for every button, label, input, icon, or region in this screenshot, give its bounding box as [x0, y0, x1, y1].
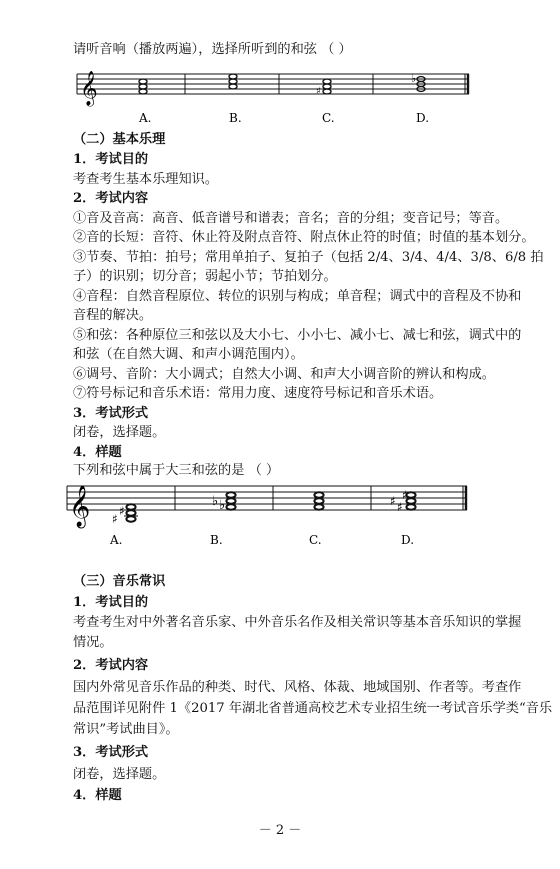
section3-paragraph-2a: 国内外常见音乐作品的种类、时代、风格、体裁、地域国别、作者等。考查作 — [73, 680, 522, 695]
section3-paragraph-1a: 考查考生对中外著名音乐家、中外音乐名作及相关常识等基本音乐知识的掌握 — [73, 615, 522, 630]
sharp-icon: ♯ — [402, 488, 408, 502]
section2-heading-2: 2．考试内容 — [73, 191, 149, 206]
q1-staff — [73, 64, 473, 134]
chord-b-note — [229, 74, 237, 79]
chord-b-note — [229, 84, 237, 89]
treble-clef-icon: 𝄞 — [69, 486, 91, 527]
q2-staff — [63, 478, 473, 550]
q2-option-d: D. — [401, 533, 415, 547]
section2-paragraph-1: 考查考生基本乐理知识。 — [73, 172, 219, 187]
sharp-icon: ♯ — [390, 494, 396, 508]
content-item: ⑦符号标记和音乐术语：常用力度、速度符号标记和音乐术语。 — [73, 386, 443, 401]
content-item: 子）的识别；切分音；弱起小节；节拍划分。 — [73, 269, 337, 284]
content-item: ④音程：自然音程原位、转位的识别与构成；单音程；调式中的音程及不协和 — [73, 289, 522, 304]
chord-b-note — [229, 79, 237, 84]
chord-c-note — [314, 498, 323, 503]
section2-heading-1: 1．考试目的 — [73, 152, 149, 167]
chord-a-note — [139, 89, 147, 94]
content-item: ③节奏、节拍：拍号；常用单拍子、复拍子（包括 2/4、3/4、4/4、3/8、6/8 拍 — [73, 250, 544, 265]
flat-icon: ♭ — [411, 72, 417, 85]
chord-a-note — [139, 84, 147, 89]
content-item: 音程的解决。 — [73, 308, 153, 323]
sharp-icon: ♯ — [316, 86, 321, 97]
section3-heading-3: 3．考试形式 — [73, 745, 149, 760]
chord-c-note — [323, 79, 331, 84]
treble-clef-icon: 𝄞 — [80, 71, 98, 106]
q1-option-b: B. — [229, 111, 242, 125]
content-item: ⑥调号、音阶：大小调式；自然大小调、和声大小调音阶的辨认和构成。 — [73, 367, 495, 382]
chord-b-note — [226, 492, 235, 497]
chord-b-note — [226, 498, 235, 503]
q1-option-a: A. — [139, 111, 152, 125]
sharp-icon: ♯ — [112, 512, 118, 526]
section3-heading-2: 2．考试内容 — [73, 658, 149, 673]
sharp-icon: ♯ — [397, 500, 403, 514]
chord-c-note — [314, 492, 323, 497]
q2-option-b: B. — [210, 533, 223, 547]
chord-a-note — [126, 516, 135, 521]
flat-icon: ♭ — [212, 494, 219, 509]
content-item: ①音及音高：高音、低音谱号和谱表；音名；音的分组；变音记号；等音。 — [73, 211, 509, 226]
section3-paragraph-2b: 品范围详见附件 1《2017 年湖北省普通高校艺术专业招生统一考试音乐学类“音乐 — [73, 701, 553, 716]
chord-a-note — [139, 79, 147, 84]
chord-c-note — [323, 84, 331, 89]
section3-paragraph-3: 闭卷，选择题。 — [73, 767, 166, 782]
q1-option-d: D. — [416, 111, 430, 125]
flat-icon: ♭ — [219, 498, 226, 513]
chord-a-note — [126, 510, 135, 515]
chord-c-note — [323, 89, 331, 94]
section3-heading-1: 1．考试目的 — [73, 595, 149, 610]
section2-title: （二）基本乐理 — [73, 132, 166, 147]
section2-heading-4: 4．样题 — [73, 445, 122, 460]
q2-option-a: A. — [110, 533, 123, 547]
q1-option-c: C. — [322, 111, 335, 125]
chord-b-note — [226, 504, 235, 509]
section2-heading-3: 3．考试形式 — [73, 406, 149, 421]
chord-c-note — [314, 504, 323, 509]
q2-prompt: 下列和弦中属于大三和弦的是 （ ） — [73, 463, 280, 478]
section3-paragraph-1b: 情况。 — [73, 635, 113, 650]
page-number: － 2 － — [258, 823, 302, 838]
content-item: 和弦（在自然大调、和声小调范围内）。 — [73, 347, 304, 362]
sharp-icon: ♯ — [119, 504, 125, 518]
section3-title: （三）音乐常识 — [73, 574, 166, 589]
content-item: ②音的长短：音符、休止符及附点音符、附点休止符的时值；时值的基本划分。 — [73, 230, 535, 245]
section2-paragraph-3: 闭卷，选择题。 — [73, 425, 166, 440]
chord-d-note — [406, 504, 415, 509]
q2-option-c: C. — [309, 533, 322, 547]
section3-paragraph-2c: 常识”考试曲目》。 — [73, 722, 179, 737]
section3-heading-4: 4．样题 — [73, 788, 122, 803]
content-item: ⑤和弦：各种原位三和弦以及大小七、小小七、减小七、减七和弦，调式中的 — [73, 328, 522, 343]
q1-prompt: 请听音响（播放两遍），选择所听到的和弦 （ ） — [73, 42, 352, 57]
chord-a-note — [126, 504, 135, 509]
